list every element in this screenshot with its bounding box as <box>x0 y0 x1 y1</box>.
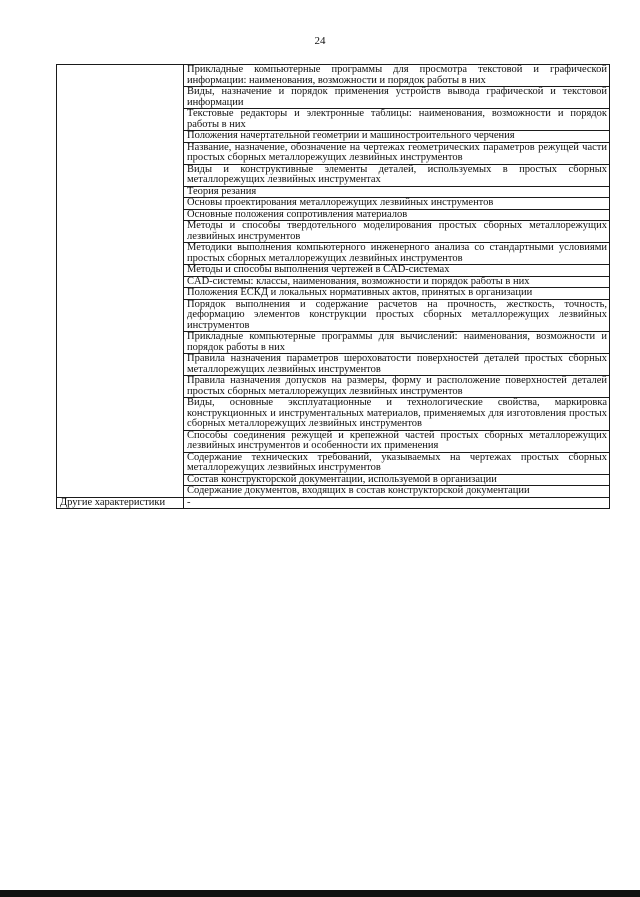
table-cell: Положения начертательной геометрии и машиностроительного черчения <box>184 131 610 143</box>
table-cell: Порядок выполнения и содержание расчетов на прочность, жесткость, точность, деформацию элементов конструкции простых сборных металлорежущих лезвийных инструментов <box>184 299 610 332</box>
other-characteristics-label: Другие характеристики <box>57 497 184 509</box>
table-cell: Содержание документов, входящих в состав конструкторской документации <box>184 486 610 498</box>
table-cell: Прикладные компьютерные программы для просмотра текстовой и графической информации: наименования, возможности и порядок работы в них <box>184 65 610 87</box>
bottom-edge-rule <box>0 890 640 897</box>
table-cell: Название, назначение, обозначение на чертежах геометрических параметров режущей части простых сборных металлорежущих лезвийных инструментов <box>184 142 610 164</box>
other-characteristics-value: - <box>184 497 610 509</box>
table-cell: Виды, основные эксплуатационные и технологические свойства, маркировка конструкционных и инструментальных материалов, применяемых для изготовления простых сборных металлорежущих лезвийных инструментов <box>184 398 610 431</box>
table-cell: Виды и конструктивные элементы деталей, используемых в простых сборных металлорежущих лезвийных инструментах <box>184 164 610 186</box>
table-cell: Положения ЕСКД и локальных нормативных актов, принятых в организации <box>184 288 610 300</box>
table-cell: Состав конструкторской документации, используемой в организации <box>184 474 610 486</box>
table-cell: Теория резания <box>184 186 610 198</box>
knowledge-table <box>56 64 610 509</box>
group-label-cell <box>57 65 184 498</box>
table-cell: Методы и способы твердотельного моделирования простых сборных металлорежущих лезвийных инструментов <box>184 221 610 243</box>
table-cell: Правила назначения параметров шероховатости поверхностей деталей простых сборных металлорежущих лезвийных инструментов <box>184 354 610 376</box>
table-cell: Методы и способы выполнения чертежей в CAD-системах <box>184 265 610 277</box>
table-cell: Текстовые редакторы и электронные таблицы: наименования, возможности и порядок работы в них <box>184 109 610 131</box>
table-cell: Основные положения сопротивления материалов <box>184 209 610 221</box>
table-cell: Прикладные компьютерные программы для вычислений: наименования, возможности и порядок работы в них <box>184 332 610 354</box>
page-number: 24 <box>314 35 326 47</box>
table-cell: Способы соединения режущей и крепежной частей простых сборных металлорежущих лезвийных инструментов и особенности их применения <box>184 430 610 452</box>
table-cell: Основы проектирования металлорежущих лезвийных инструментов <box>184 198 610 210</box>
table-cell: Правила назначения допусков на размеры, форму и расположение поверхностей деталей простых сборных металлорежущих лезвийных инструментов <box>184 376 610 398</box>
other-characteristics-row <box>57 497 610 509</box>
table-row <box>57 65 610 87</box>
table-cell: Методики выполнения компьютерного инженерного анализа со стандартными условиями простых сборных металлорежущих лезвийных инструментов <box>184 243 610 265</box>
table-cell: Содержание технических требований, указываемых на чертежах простых сборных металлорежущих лезвийных инструментов <box>184 452 610 474</box>
table-cell: CAD-системы: классы, наименования, возможности и порядок работы в них <box>184 276 610 288</box>
table-cell: Виды, назначение и порядок применения устройств вывода графической и текстовой информации <box>184 87 610 109</box>
